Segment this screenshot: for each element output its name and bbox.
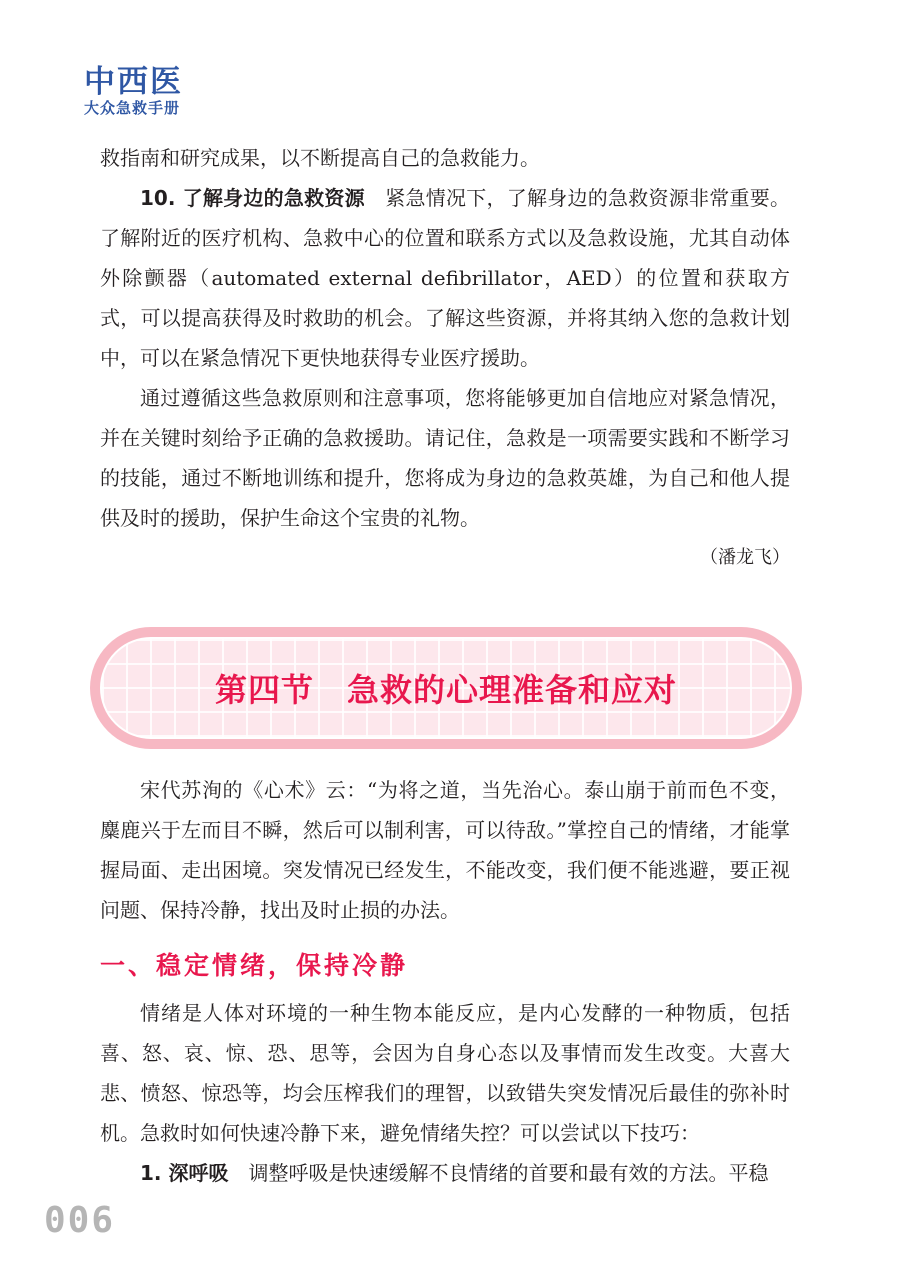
book-subtitle: 大众急救手册 xyxy=(84,99,181,117)
paragraph: 救指南和研究成果，以不断提高自己的急救能力。 xyxy=(100,146,540,170)
paragraph: 宋代苏洵的《心术》云：“为将之道，当先治心。泰山崩于前而色不变，麋鹿兴于左而目不瞬，然后可以制利害，可以待敌。”掌控自己的情绪，才能掌握局面、走出困境。突发情况已经发生，不能改变，我们便不能逃避，要正视问题、保持冷静，找出及时止损的办法。 xyxy=(100,778,790,922)
item-lead: 1. 深呼吸 xyxy=(140,1161,229,1185)
section1-body xyxy=(100,993,790,1193)
paragraph: 通过遵循这些急救原则和注意事项，您将能够更加自信地应对紧急情况，并在关键时刻给予正确的急救援助。请记住，急救是一项需要实践和不断学习的技能，通过不断地训练和提升，您将成为身边的急救英雄，为自己和他人提供及时的援助，保护生命这个宝贵的礼物。 xyxy=(100,386,790,530)
section-title: 第四节 急救的心理准备和应对 xyxy=(214,671,677,709)
book-title: 中西医 xyxy=(84,64,183,100)
page-number: 006 xyxy=(44,1200,116,1241)
item-lead: 10. 了解身边的急救资源 xyxy=(140,186,365,210)
section-banner xyxy=(90,627,802,749)
paragraph xyxy=(100,1153,790,1193)
book-brand xyxy=(84,66,183,117)
top-section xyxy=(100,138,790,578)
paragraph xyxy=(100,178,790,378)
item-body: 调整呼吸是快速缓解不良情绪的首要和最有效的方法。平稳 xyxy=(248,1161,769,1185)
intro-section xyxy=(100,770,790,930)
subsection-heading: 一、稳定情绪，保持冷静 xyxy=(100,951,409,980)
author-credit: （潘龙飞） xyxy=(700,547,790,568)
paragraph: 情绪是人体对环境的一种生物本能反应，是内心发酵的一种物质，包括喜、怒、哀、惊、恐、思等，会因为自身心态以及事情而发生改变。大喜大悲、愤怒、惊恐等，均会压榨我们的理智，以致错失突发情况后最佳的弥补时机。急救时如何快速冷静下来，避免情绪失控？可以尝试以下技巧： xyxy=(100,1001,790,1145)
item-body: 紧急情况下，了解身边的急救资源非常重要。了解附近的医疗机构、急救中心的位置和联系方式以及急救设施，尤其自动体外除颤器（automated external defibrillator，AED）的位置和获取方式，可以提高获得及时救助的机会。了解这些资源，并将其纳入您的急救计划中，可以在紧急情况下更快地获得专业医疗援助。 xyxy=(100,186,791,370)
